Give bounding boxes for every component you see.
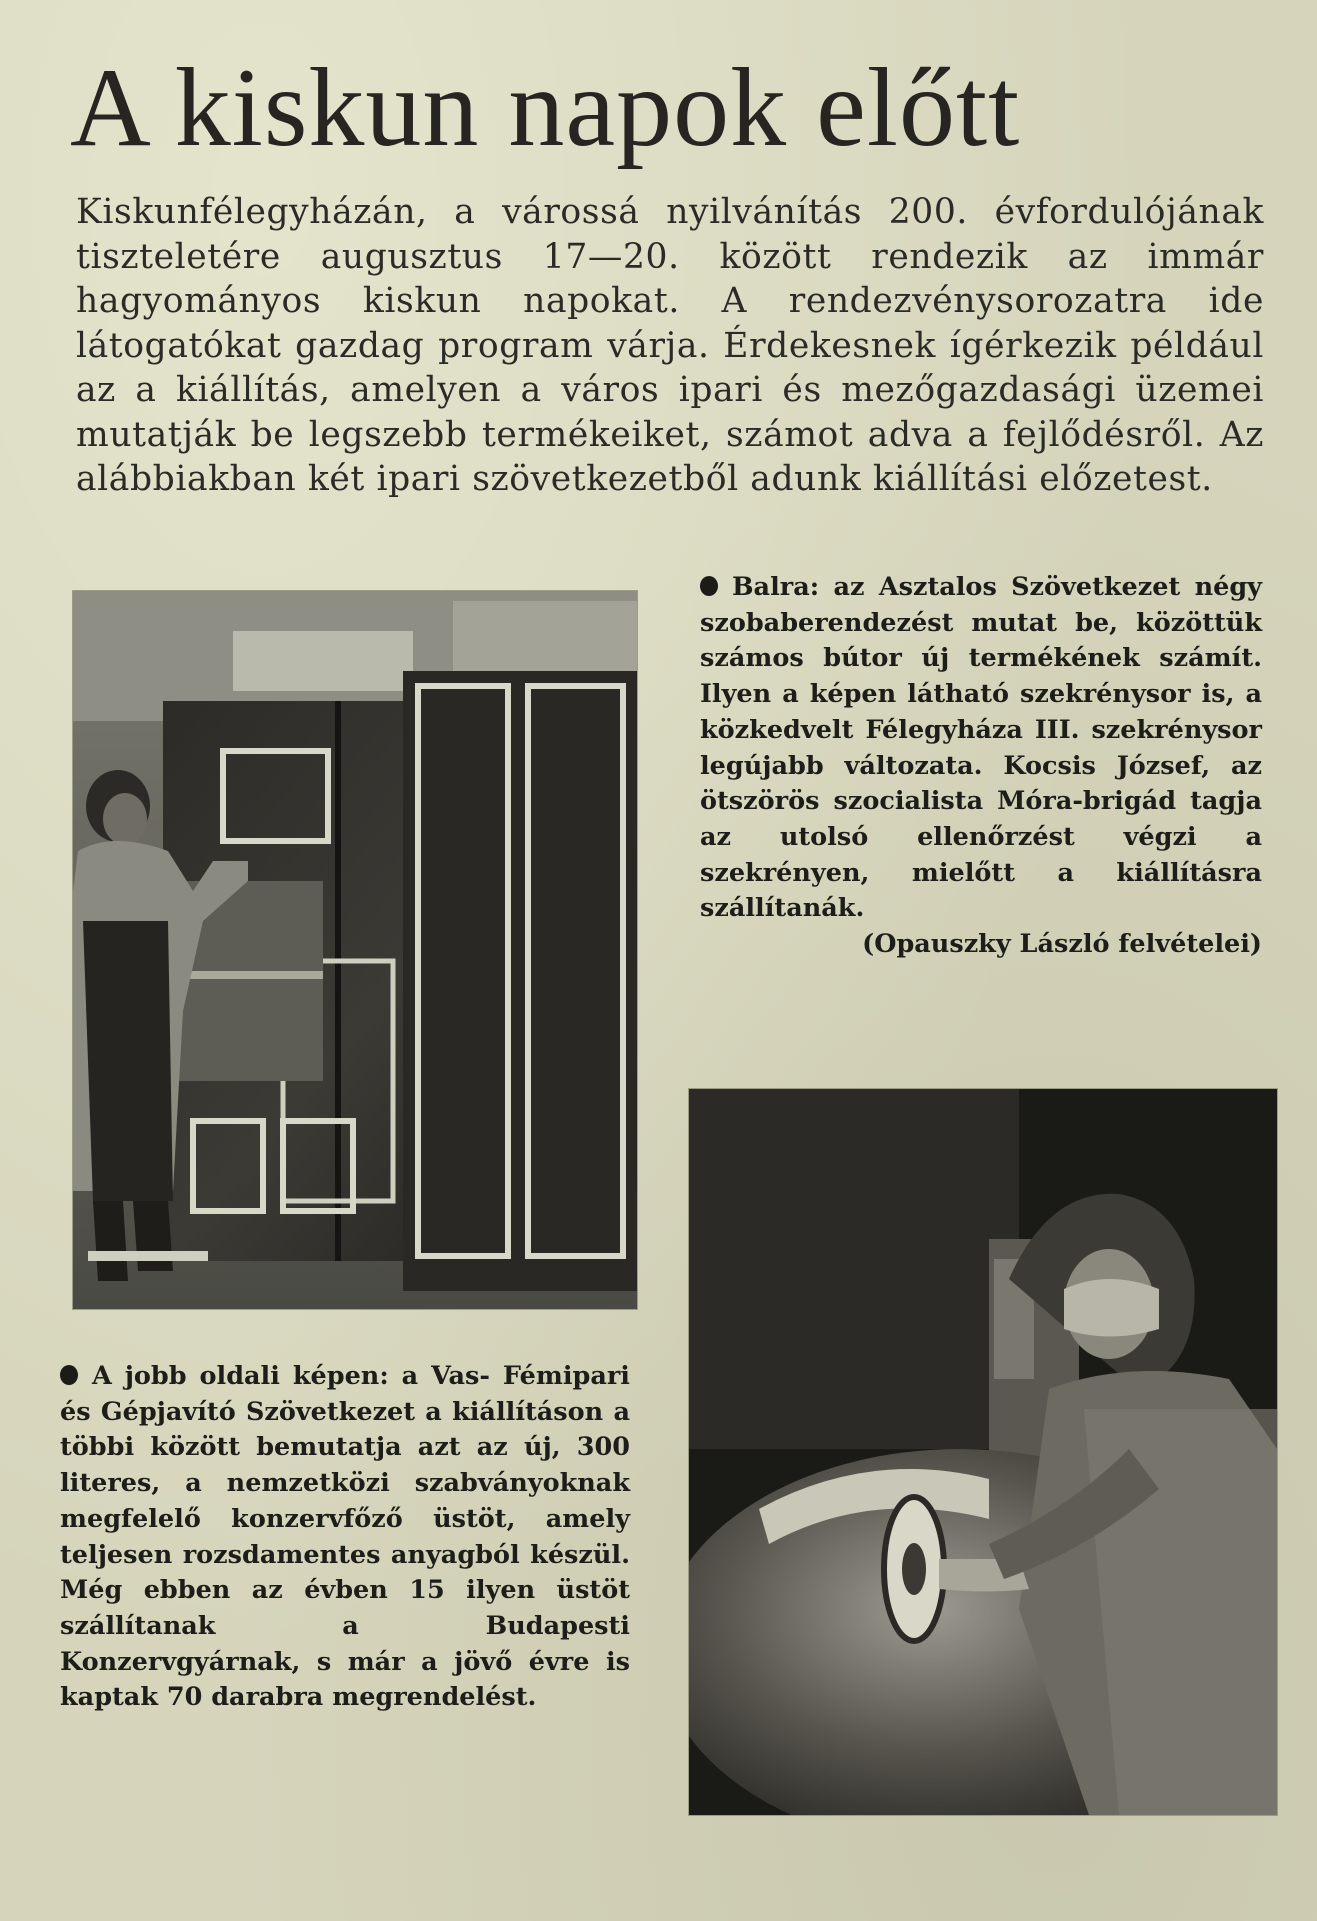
bullet-icon: [60, 1365, 78, 1385]
headline: A kiskun napok előtt: [70, 46, 1021, 170]
left-caption: [60, 1359, 630, 1716]
right-caption: [700, 570, 1262, 963]
kettle-grinding-photo: [688, 1088, 1278, 1816]
wardrobe-photo: [72, 590, 638, 1310]
photo-credit: (Opauszky László felvételei): [862, 929, 1262, 960]
left-caption-text: A jobb oldali képen: a Vas- Fémipari és Gépjavító Szövetkezet a kiállításon a többi között bemutatja azt az új, 300 literes, a nemzetközi szabványoknak megfelelő konzervfőző üstöt, amely teljesen rozsdamentes anyagból készül. Még ebben az évben 15 ilyen üstöt szállítanak a Budapesti Konzervgyárnak, s már a jövő évre is kaptak 70 darabra megrendelést.: [60, 1361, 630, 1713]
right-caption-text: Balra: az Asztalos Szövetkezet négy szobaberendezést mutat be, közöttük számos bútor új termékének számít. Ilyen a képen látható szekrénysor is, a közkedvelt Félegyháza III. szekrénysor legújabb változata. Kocsis József, az ötszörös szocialista Móra-brigád tagja az utolsó ellenőrzést végzi a szekrényen, mielőtt a kiállításra szállítanák.: [700, 572, 1262, 924]
lead-paragraph: Kiskunfélegyházán, a várossá nyilvánítás 200. évfordulójának tiszteletére augusztus 17—20. között rendezik az immár hagyományos kiskun napokat. A rendezvénysorozatra ide látogatókat gazdag program várja. Érdekesnek ígérkezik például az a kiállítás, amelyen a város ipari és mezőgazdasági üzemei mutatják be legszebb termékeiket, számot adva a fejlődésről. Az alábbiakban két ipari szövetkezetből adunk kiállítási előzetest.: [76, 192, 1264, 499]
bullet-icon: [700, 576, 718, 596]
